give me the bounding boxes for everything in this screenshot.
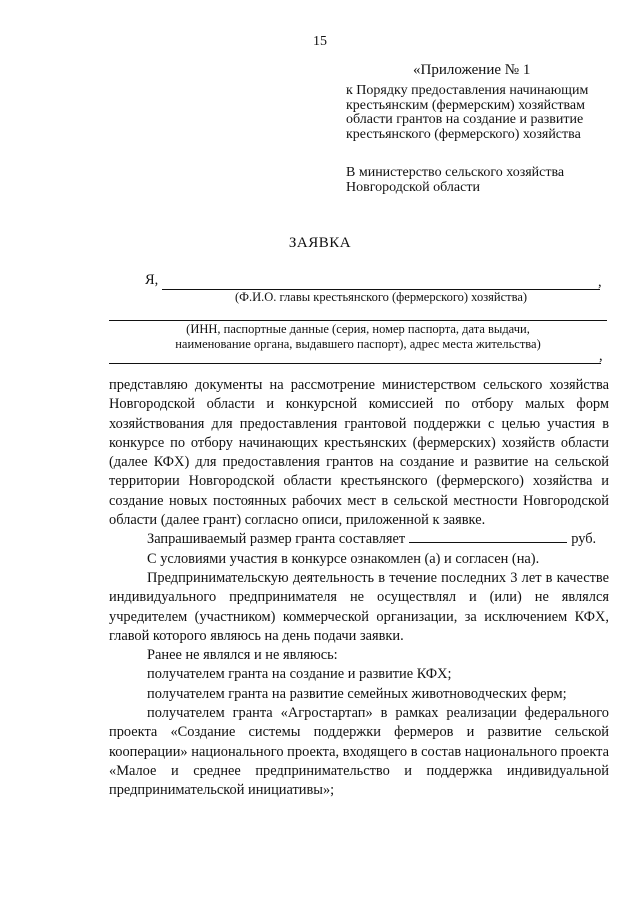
body-paragraph: представляю документы на рассмотрение министерством сельского хозяйства Новгородской области и конкурсной комиссией по отбору малых форм хозяйствования для предоставления грантовой поддержки с целью участия в конкурсе по отбору начинающих крестьянских (фермерских) хозяйств области (далее КФХ) для предоставления грантов на создание и развитие на сельской территории Новгородской области крестьянского (фермерского) хозяйства и создание новых постоянных рабочих мест в сельской местности Новгородской области (далее грант) согласно описи, приложенной к заявке.: [109, 377, 609, 529]
document-title: ЗАЯВКА: [288, 235, 352, 251]
appendix-line: к Порядку предоставления начинающим: [346, 83, 589, 98]
grant-currency: руб.: [571, 531, 597, 548]
body-paragraph: Предпринимательскую деятельность в течение последних 3 лет в качестве индивидуального предпринимателя не осуществлял и (или) не являлся учредителем (участником) коммерческой организации, за исключением КФХ, главой которого являюсь на день подачи заявки.: [109, 569, 609, 644]
body-paragraph: получателем гранта на создание и развитие КФХ;: [147, 666, 452, 683]
body-paragraph: получателем гранта «Агростартап» в рамках реализации федерального проекта «Создание системы поддержки фермеров и развитие сельской кооперации» национального проекта, входящего в состав национального проекта «Малое и среднее предпринимательство и поддержка индивидуальной предпринимательской инициативы»;: [109, 705, 609, 799]
addressee-block: [346, 166, 631, 195]
appendix-title: «Приложение № 1: [413, 62, 531, 78]
application-body: [109, 376, 609, 801]
passport-data-field[interactable]: [109, 320, 607, 321]
passport-caption-line: наименование органа, выдавшего паспорт), адрес места жительства): [175, 337, 541, 351]
appendix-reference: [346, 84, 631, 142]
passport-caption: [109, 322, 607, 352]
grant-amount-label: Запрашиваемый размер гранта составляет: [147, 531, 406, 548]
name-line-comma: ,: [598, 274, 602, 290]
body-paragraph: Ранее не являлся и не являюсь:: [147, 647, 338, 664]
addressee-line: Новгородской области: [346, 179, 480, 195]
address-field[interactable]: [109, 363, 601, 364]
appendix-line: области грантов на создание и развитие: [346, 112, 584, 127]
body-paragraph: получателем гранта на развитие семейных животноводческих ферм;: [147, 685, 567, 702]
page-number: 15: [313, 34, 327, 49]
address-line-comma: ,: [599, 348, 603, 364]
appendix-line: крестьянского (фермерского) хозяйства: [346, 126, 581, 142]
grant-amount-field[interactable]: [409, 530, 567, 543]
body-paragraph: С условиями участия в конкурсе ознакомлен (а) и согласен (на).: [147, 550, 540, 567]
grant-amount-paragraph: [109, 530, 609, 549]
passport-caption-line: (ИНН, паспортные данные (серия, номер паспорта, дата выдачи,: [186, 322, 530, 336]
applicant-prefix: Я,: [145, 272, 159, 288]
addressee-line: В министерство сельского хозяйства: [346, 165, 565, 180]
name-caption: (Ф.И.О. главы крестьянского (фермерского) хозяйства): [234, 290, 528, 304]
appendix-line: крестьянским (фермерским) хозяйствам: [346, 97, 585, 113]
